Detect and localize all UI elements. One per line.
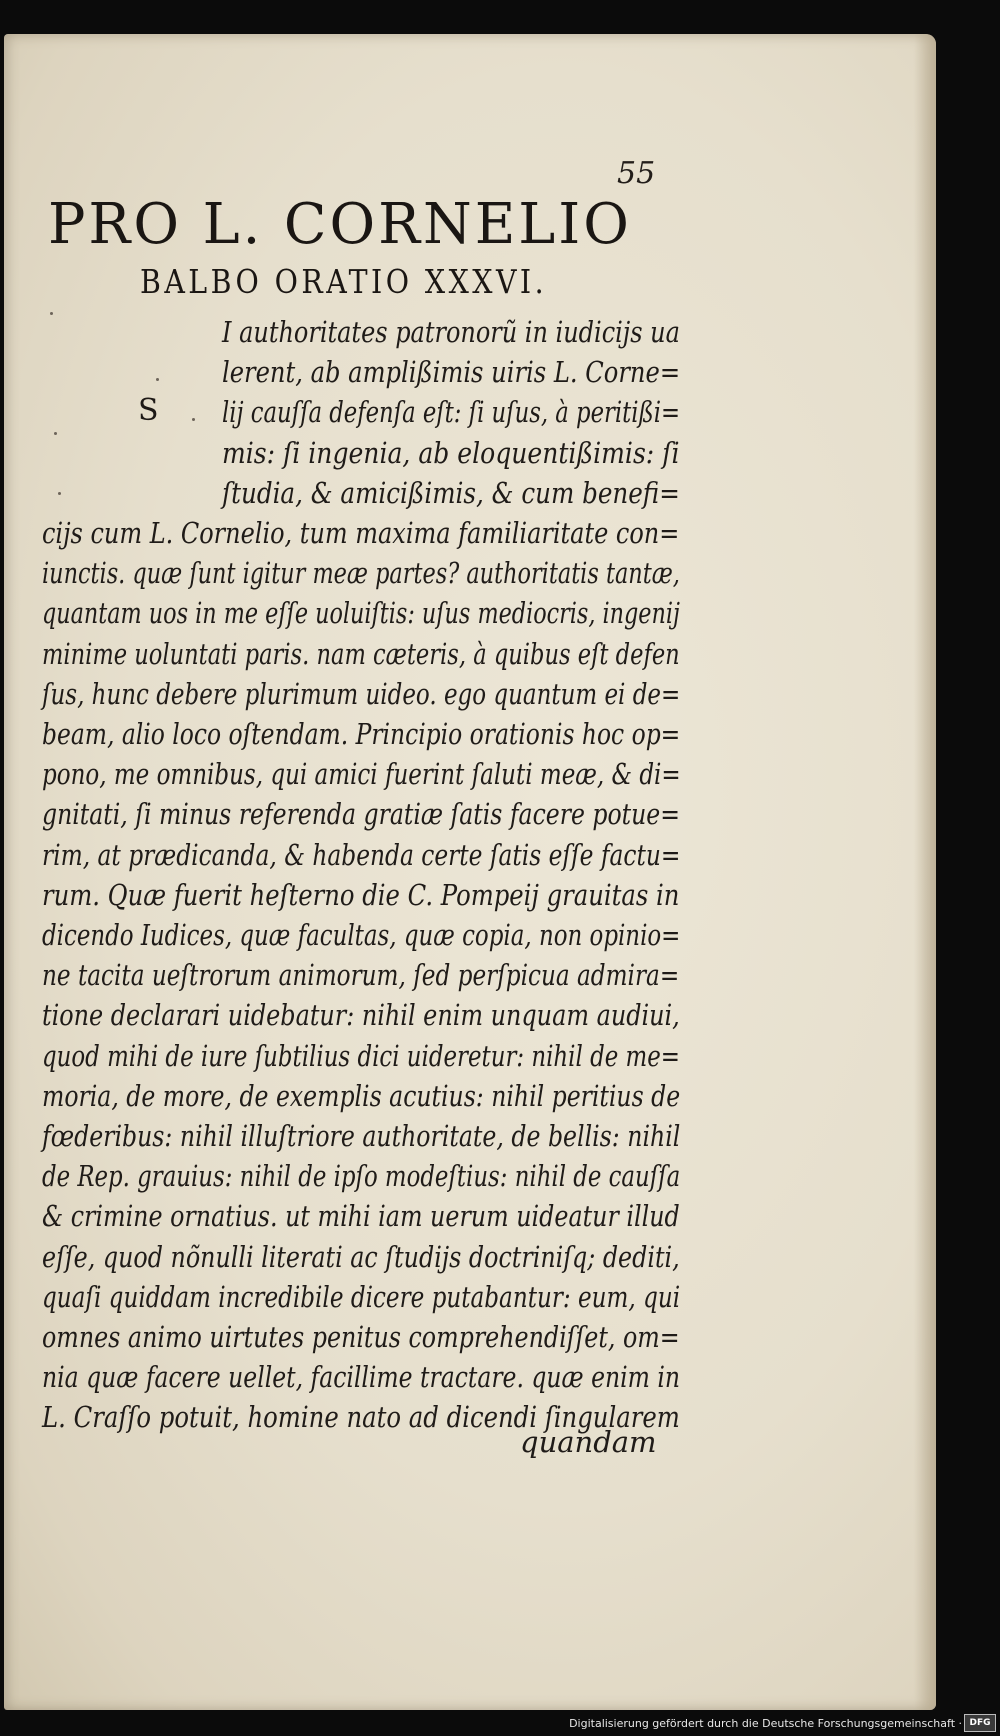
text-line: lerent, ab amplißimis uiris L. Corne= (222, 355, 681, 390)
catchword: quandam (520, 1425, 657, 1459)
text-line: pono, me omnibus, qui amici fuerint ſaluti meæ, & di= (42, 757, 681, 792)
text-line: I authoritates patronorũ in iudicijs ua (222, 315, 680, 349)
text-line: beam, alio loco oſtendam. Principio orationis hoc op= (42, 717, 681, 751)
text-line: L. Craſſo potuit, homine nato ad dicendi ſingularem (42, 1400, 680, 1435)
text-line: omnes animo uirtutes penitus comprehendiſſet, om= (42, 1320, 680, 1354)
text-line: nia quæ facere uellet, facillime tractare. quæ enim in (42, 1360, 681, 1395)
dfg-logo: DFG (964, 1714, 996, 1732)
text-line: de Rep. grauius: nihil de ipſo modeſtius: nihil de cauſſa (42, 1159, 681, 1194)
text-line: ſtudia, & amicißimis, & cum benefi= (222, 475, 680, 510)
text-line: rum. Quæ fuerit heſterno die C. Pompeij grauitas in (42, 877, 680, 912)
text-line: iunctis. quæ ſunt igitur meæ partes? authoritatis tantæ, (42, 556, 680, 591)
oration-subtitle: BALBO ORATIO XXXVI. (140, 262, 548, 301)
folio-number: 55 (617, 156, 656, 191)
text-line: eſſe, quod nõnulli literati ac ſtudijs doctriniſq; dediti, (42, 1239, 680, 1274)
text-line: quantam uos in me eſſe uoluiſtis: uſus mediocris, ingenij (42, 596, 680, 631)
text-line: mis: ſi ingenia, ab eloquentißimis: ſi (222, 435, 680, 470)
text-line: minime uoluntati paris. nam cæteris, à quibus eſt defen (42, 636, 680, 671)
text-line: ſus, hunc debere plurimum uideo. ego quantum ei de= (42, 676, 681, 711)
text-line: fœderibus: nihil illuſtriore authoritate, de bellis: nihil (42, 1119, 681, 1153)
text-line: quaſi quiddam incredibile dicere putabantur: eum, qui (42, 1279, 681, 1314)
text-line: ne tacita ueſtrorum animorum, ſed perſpicua admira= (42, 958, 680, 993)
oration-title: PRO L. CORNELIO (48, 192, 632, 257)
text-line: dicendo Iudices, quæ facultas, quæ copia, non opinio= (42, 918, 681, 952)
text-line: gnitati, ſi minus referenda gratiæ ſatis facere potue= (42, 797, 680, 832)
digitization-credit: Digitalisierung gefördert durch die Deutsche Forschungsgemeinschaft · (569, 1717, 962, 1730)
text-line: tione declarari uidebatur: nihil enim unquam audiui, (42, 998, 680, 1033)
text-line: rim, at prædicanda, & habenda certe ſatis eſſe factu= (42, 837, 681, 872)
text-line: quod mihi de iure ſubtilius dici uideretur: nihil de me= (42, 1038, 680, 1073)
text-line: moria, de more, de exemplis acutius: nihil peritius de (42, 1078, 681, 1113)
text-line: cijs cum L. Cornelio, tum maxima familiaritate con= (42, 516, 680, 550)
text-line: lij cauſſa defenſa eſt: ſi uſus, à peritißi= (222, 395, 680, 430)
initial-letter: S (138, 393, 159, 428)
text-line: & crimine ornatius. ut mihi iam uerum uideatur illud (42, 1199, 680, 1234)
